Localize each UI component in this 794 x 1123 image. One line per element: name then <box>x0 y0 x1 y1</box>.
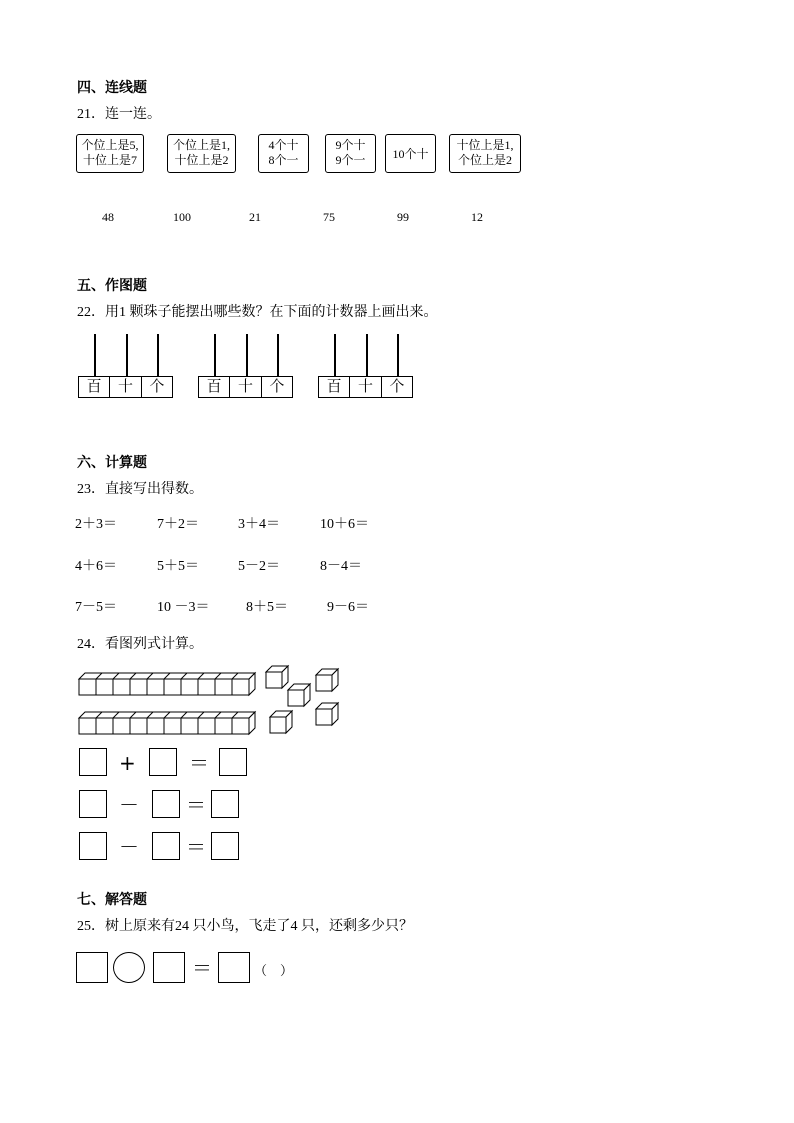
equals-sign: ＝ <box>189 751 209 775</box>
answer-box[interactable] <box>219 748 247 776</box>
unit-cube <box>266 666 288 688</box>
minus-sign: － <box>119 835 139 859</box>
calc-item: 5－2＝ <box>238 559 280 574</box>
answer-box[interactable] <box>218 952 250 983</box>
calc-item: 2＋3＝ <box>75 517 117 532</box>
unit-cube <box>288 684 310 706</box>
abacus-label-ones: 个 <box>149 379 165 395</box>
match-card-1[interactable] <box>76 134 144 173</box>
match-number[interactable]: 12 <box>471 210 483 224</box>
question-22: 22．用1 颗珠子能摆出哪些数？在下面的计数器上画出来。 <box>77 305 438 320</box>
calc-item: 10＋6＝ <box>320 517 369 532</box>
question-21: 21．连一连。 <box>77 107 161 122</box>
section-7-title: 七、解答题 <box>77 891 147 907</box>
calc-item: 10 －3＝ <box>157 600 210 615</box>
abacus-label-tens: 十 <box>350 377 381 397</box>
card-line: 个位上是1, <box>172 138 230 152</box>
match-number[interactable]: 100 <box>173 210 191 224</box>
calc-item: 8＋5＝ <box>246 600 288 615</box>
answer-box[interactable] <box>152 832 180 860</box>
question-24: 24．看图列式计算。 <box>77 637 203 652</box>
equals-sign: ＝ <box>192 956 212 980</box>
match-card-5[interactable] <box>385 134 436 173</box>
card-line: 十位上是7 <box>82 153 137 167</box>
abacus-rod <box>277 334 279 376</box>
abacus-rod <box>246 334 248 376</box>
operator-circle[interactable] <box>113 952 145 983</box>
abacus-label-hundreds: 百 <box>199 377 230 397</box>
calc-item: 7＋2＝ <box>157 517 199 532</box>
match-card-4[interactable] <box>325 134 376 173</box>
match-card-6[interactable] <box>449 134 521 173</box>
answer-box[interactable] <box>152 790 180 818</box>
match-number[interactable]: 99 <box>397 210 409 224</box>
answer-box[interactable] <box>149 748 177 776</box>
plus-sign: + <box>119 751 136 775</box>
abacus-rod <box>366 334 368 376</box>
answer-box[interactable] <box>79 832 107 860</box>
ten-rod <box>79 712 255 734</box>
answer-box[interactable] <box>211 790 239 818</box>
unit-cube <box>316 669 338 691</box>
abacus-rod <box>334 334 336 376</box>
card-line: 十位上是1, <box>456 138 514 152</box>
card-line: 10个十 <box>392 147 429 161</box>
unit-cube <box>316 703 338 725</box>
answer-box[interactable] <box>79 748 107 776</box>
answer-box[interactable] <box>79 790 107 818</box>
answer-box[interactable] <box>211 832 239 860</box>
abacus-rod <box>94 334 96 376</box>
calc-item: 9－6＝ <box>327 600 369 615</box>
match-number[interactable]: 48 <box>102 210 114 224</box>
calc-item: 4＋6＝ <box>75 559 117 574</box>
card-line: 8个一 <box>268 153 299 167</box>
question-25: 25．树上原来有24 只小鸟，飞走了4 只，还剩多少只？ <box>77 919 413 934</box>
equals-sign: ＝ <box>186 835 206 859</box>
abacus-label-hundreds: 百 <box>79 377 110 397</box>
equals-sign: ＝ <box>186 793 206 817</box>
abacus-label-hundreds: 百 <box>319 377 350 397</box>
card-line: 个位上是2 <box>457 153 512 167</box>
question-23: 23．直接写出得数。 <box>77 482 203 497</box>
section-5-title: 五、作图题 <box>77 277 147 293</box>
unit-parentheses[interactable]: （ ） <box>254 963 294 978</box>
abacus-base <box>318 376 413 398</box>
calc-item: 5＋5＝ <box>157 559 199 574</box>
calc-item: 7－5＝ <box>75 600 117 615</box>
answer-box[interactable] <box>76 952 108 983</box>
section-6-title: 六、计算题 <box>77 454 147 470</box>
match-card-3[interactable] <box>258 134 309 173</box>
abacus-base <box>78 376 173 398</box>
calc-item: 3＋4＝ <box>238 517 280 532</box>
card-line: 十位上是2 <box>174 153 229 167</box>
abacus-label-tens: 十 <box>230 377 261 397</box>
card-line: 个位上是5, <box>81 138 139 152</box>
match-number[interactable]: 21 <box>249 210 261 224</box>
match-card-2[interactable] <box>167 134 236 173</box>
match-number[interactable]: 75 <box>323 210 335 224</box>
cubes-figure <box>76 662 348 736</box>
abacus-rod <box>397 334 399 376</box>
card-line: 9个一 <box>335 153 366 167</box>
calc-item: 8－4＝ <box>320 559 362 574</box>
unit-cube <box>270 711 292 733</box>
card-line: 9个十 <box>335 138 366 152</box>
abacus-label-ones: 个 <box>389 379 405 395</box>
section-4-title: 四、连线题 <box>77 79 147 95</box>
abacus-label-tens: 十 <box>110 377 141 397</box>
card-line: 4个十 <box>268 138 299 152</box>
abacus-rod <box>126 334 128 376</box>
answer-box[interactable] <box>153 952 185 983</box>
abacus-label-ones: 个 <box>269 379 285 395</box>
abacus-base <box>198 376 293 398</box>
abacus-rod <box>157 334 159 376</box>
minus-sign: － <box>119 793 139 817</box>
abacus-rod <box>214 334 216 376</box>
ten-rod <box>79 673 255 695</box>
